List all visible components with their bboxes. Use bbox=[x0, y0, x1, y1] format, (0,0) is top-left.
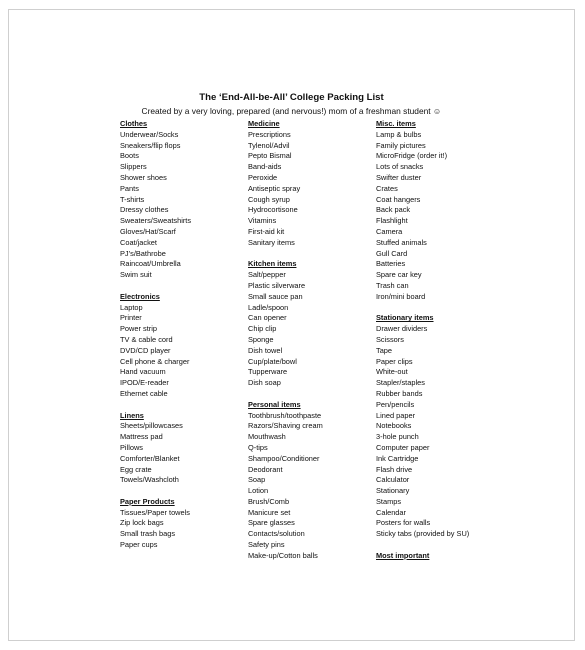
list-item: Calendar bbox=[376, 507, 406, 517]
column-3 bbox=[376, 119, 501, 572]
list-item: Hand vacuum bbox=[120, 367, 166, 377]
list-item: Batteries bbox=[376, 259, 406, 269]
list-item: Calculator bbox=[376, 475, 410, 485]
section-linens bbox=[120, 411, 245, 487]
list-item: Lots of snacks bbox=[376, 162, 424, 172]
list-item: Printer bbox=[120, 313, 142, 323]
list-item: Deodorant bbox=[248, 464, 283, 474]
list-item: Computer paper bbox=[376, 442, 430, 452]
list-item: Cell phone & charger bbox=[120, 356, 190, 366]
list-item: Comforter/Blanket bbox=[120, 453, 180, 463]
section-medicine bbox=[248, 119, 373, 249]
list-item: Family pictures bbox=[376, 140, 426, 150]
list-item: Vitamins bbox=[248, 216, 277, 226]
section-heading: Personal items bbox=[248, 399, 301, 409]
list-item: Drawer dividers bbox=[376, 324, 428, 334]
list-item: Trash can bbox=[376, 280, 409, 290]
list-item: Notebooks bbox=[376, 421, 412, 431]
list-item: Camera bbox=[376, 226, 403, 236]
list-item: Toothbrush/toothpaste bbox=[248, 410, 322, 420]
section-clothes bbox=[120, 119, 245, 281]
list-item: Small trash bags bbox=[120, 529, 176, 539]
document-title: The ‘End-All-be-All’ College Packing List bbox=[199, 92, 384, 103]
list-item: Boots bbox=[120, 151, 139, 161]
list-item: Spare car key bbox=[376, 270, 422, 280]
list-item: Towels/Washcloth bbox=[120, 475, 179, 485]
document-subtitle: Created by a very loving, prepared (and nervous!) mom of a freshman student ☺ bbox=[141, 106, 442, 116]
list-item: Flash drive bbox=[376, 464, 413, 474]
list-item: Tylenol/Advil bbox=[248, 140, 290, 150]
list-item: Peroxide bbox=[248, 172, 278, 182]
list-item: Small sauce pan bbox=[248, 291, 303, 301]
list-item: Power strip bbox=[120, 324, 157, 334]
list-item: Underwear/Socks bbox=[120, 129, 179, 139]
list-item: Pants bbox=[120, 183, 139, 193]
section-heading: Stationary items bbox=[376, 313, 434, 323]
section-most-important bbox=[376, 551, 501, 562]
list-item: Tape bbox=[376, 345, 393, 355]
section-stationary-items bbox=[376, 313, 501, 540]
list-item: Ladle/spoon bbox=[248, 302, 289, 312]
list-item: Mattress pad bbox=[120, 432, 163, 442]
list-item: Razors/Shaving cream bbox=[248, 421, 323, 431]
list-item: Slippers bbox=[120, 162, 147, 172]
list-item: Safety pins bbox=[248, 540, 285, 550]
list-item: Sanitary items bbox=[248, 237, 295, 247]
list-item: Shampoo/Conditioner bbox=[248, 453, 320, 463]
list-item: Posters for walls bbox=[376, 518, 431, 528]
list-item: White-out bbox=[376, 367, 408, 377]
section-paper-products bbox=[120, 497, 245, 551]
list-item: PJ’s/Bathrobe bbox=[120, 248, 166, 258]
list-item: Manicure set bbox=[248, 507, 291, 517]
list-item: Pillows bbox=[120, 442, 143, 452]
list-item: Coat/jacket bbox=[120, 237, 157, 247]
list-item: Dish towel bbox=[248, 345, 283, 355]
list-item: Dressy clothes bbox=[120, 205, 169, 215]
packing-list bbox=[376, 130, 501, 303]
section-heading: Most important bbox=[376, 550, 430, 560]
list-item: Crates bbox=[376, 183, 398, 193]
list-item: Contacts/solution bbox=[248, 529, 305, 539]
list-item: Spare glasses bbox=[248, 518, 295, 528]
list-item: Stuffed animals bbox=[376, 237, 427, 247]
section-heading: Kitchen items bbox=[248, 259, 297, 269]
list-item: Brush/Comb bbox=[248, 496, 290, 506]
list-item: Prescriptions bbox=[248, 129, 291, 139]
list-item: Can opener bbox=[248, 313, 287, 323]
list-item: Stapler/staples bbox=[376, 378, 425, 388]
list-item: DVD/CD player bbox=[120, 345, 171, 355]
column-1 bbox=[120, 119, 245, 562]
list-item: Cup/plate/bowl bbox=[248, 356, 297, 366]
list-item: Raincoat/Umbrella bbox=[120, 259, 181, 269]
section-heading: Clothes bbox=[120, 119, 148, 128]
list-item: 3-hole punch bbox=[376, 432, 419, 442]
list-item: Sneakers/flip flops bbox=[120, 140, 181, 150]
list-item: Stamps bbox=[376, 496, 402, 506]
list-item: Gull Card bbox=[376, 248, 408, 258]
list-item: Ethernet cable bbox=[120, 388, 168, 398]
list-item: Mouthwash bbox=[248, 432, 286, 442]
list-item: Pen/pencils bbox=[376, 399, 415, 409]
section-heading: Linens bbox=[120, 410, 144, 420]
list-item: Swim suit bbox=[120, 270, 152, 280]
list-item: Q-tips bbox=[248, 442, 268, 452]
section-heading: Electronics bbox=[120, 291, 160, 301]
list-item: Egg crate bbox=[120, 464, 152, 474]
list-item: Sponge bbox=[248, 334, 274, 344]
list-item: Sheets/pillowcases bbox=[120, 421, 183, 431]
section-electronics bbox=[120, 292, 245, 400]
packing-list bbox=[120, 508, 245, 551]
list-item: Paper cups bbox=[120, 540, 158, 550]
packing-list bbox=[120, 130, 245, 281]
list-item: Chip clip bbox=[248, 324, 277, 334]
packing-list bbox=[248, 130, 373, 249]
list-item: Iron/mini board bbox=[376, 291, 426, 301]
list-item: Sweaters/Sweatshirts bbox=[120, 216, 192, 226]
list-item: Band-aids bbox=[248, 162, 282, 172]
list-item: Laptop bbox=[120, 302, 143, 312]
list-item: Pepto Bismal bbox=[248, 151, 292, 161]
list-item: Flashlight bbox=[376, 216, 408, 226]
list-item: Lined paper bbox=[376, 410, 416, 420]
section-personal-items bbox=[248, 400, 373, 562]
list-item: Cough syrup bbox=[248, 194, 290, 204]
list-item: Shower shoes bbox=[120, 172, 167, 182]
section-heading: Misc. items bbox=[376, 119, 416, 128]
list-item: Scissors bbox=[376, 334, 404, 344]
list-item: MicroFridge (order it!) bbox=[376, 151, 448, 161]
section-kitchen-items bbox=[248, 259, 373, 389]
list-item: Ink Cartridge bbox=[376, 453, 419, 463]
list-item: Back pack bbox=[376, 205, 411, 215]
column-2 bbox=[248, 119, 373, 572]
packing-list bbox=[376, 324, 501, 540]
list-item: Paper clips bbox=[376, 356, 413, 366]
list-item: Dish soap bbox=[248, 378, 281, 388]
list-item: Zip lock bags bbox=[120, 518, 164, 528]
list-item: Tupperware bbox=[248, 367, 288, 377]
list-item: Swifter duster bbox=[376, 172, 422, 182]
packing-list bbox=[248, 411, 373, 562]
list-item: Sticky tabs (provided by SU) bbox=[376, 529, 470, 539]
packing-list bbox=[248, 270, 373, 389]
list-item: Plastic silverware bbox=[248, 280, 306, 290]
list-item: Soap bbox=[248, 475, 266, 485]
list-item: TV & cable cord bbox=[120, 334, 173, 344]
list-item: Rubber bands bbox=[376, 388, 423, 398]
list-item: T-shirts bbox=[120, 194, 145, 204]
list-item: Tissues/Paper towels bbox=[120, 507, 190, 517]
packing-list bbox=[120, 421, 245, 486]
list-item: Salt/pepper bbox=[248, 270, 286, 280]
packing-list bbox=[120, 303, 245, 400]
list-item: Stationary bbox=[376, 486, 410, 496]
list-item: Hydrocortisone bbox=[248, 205, 298, 215]
list-item: Lamp & bulbs bbox=[376, 129, 422, 139]
section-heading: Medicine bbox=[248, 119, 280, 128]
section-misc-items bbox=[376, 119, 501, 303]
list-item: Gloves/Hat/Scarf bbox=[120, 226, 176, 236]
section-heading: Paper Products bbox=[120, 496, 175, 506]
list-item: Antiseptic spray bbox=[248, 183, 301, 193]
list-item: Make-up/Cotton balls bbox=[248, 550, 318, 560]
list-item: Coat hangers bbox=[376, 194, 421, 204]
list-item: Lotion bbox=[248, 486, 269, 496]
list-item: First-aid kit bbox=[248, 226, 285, 236]
list-item: IPOD/E-reader bbox=[120, 378, 169, 388]
